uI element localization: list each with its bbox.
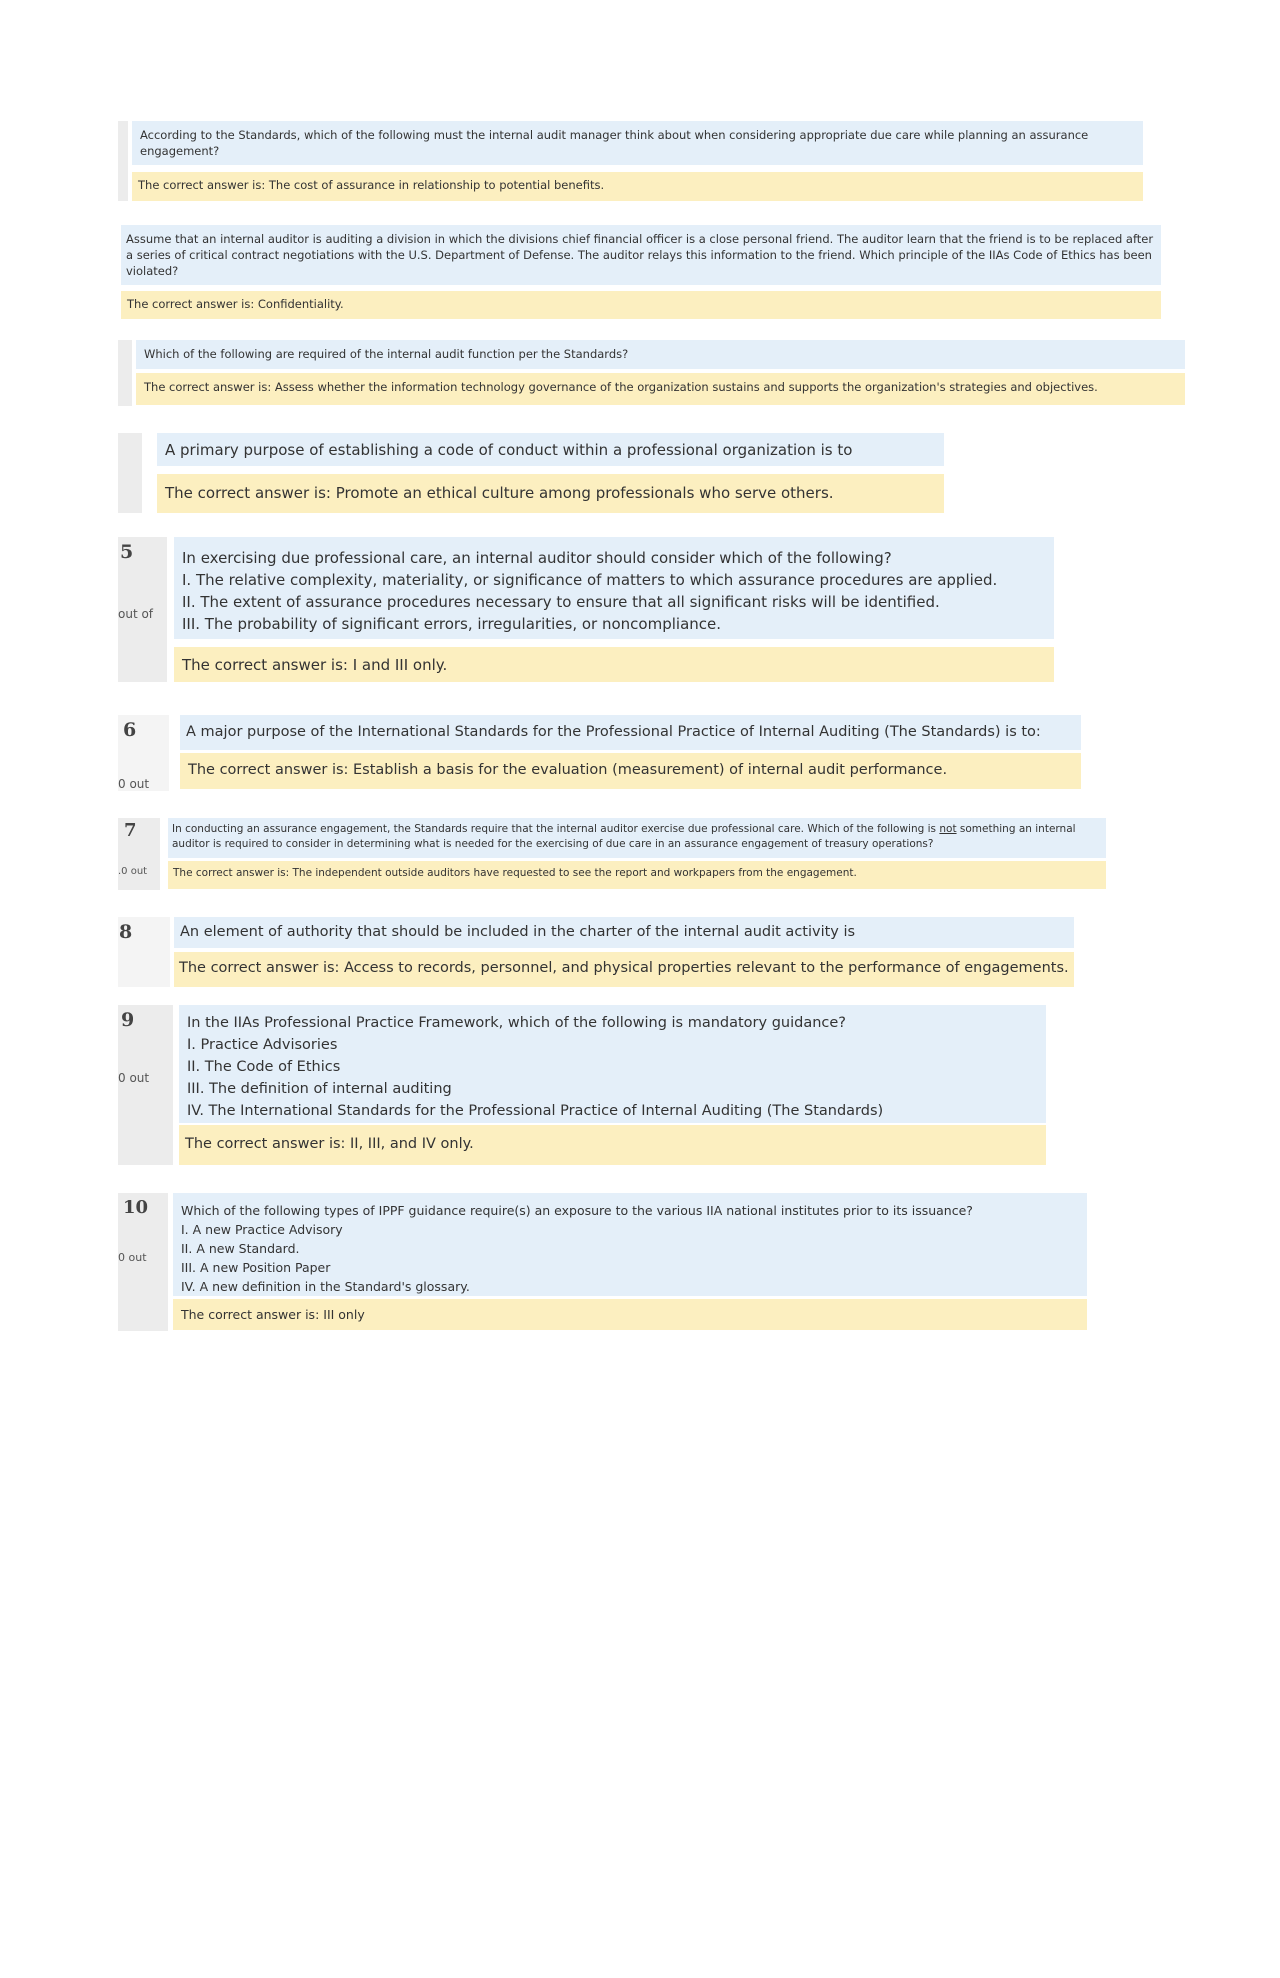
question-text: In the IIAs Professional Practice Framework, which of the following is mandatory guidance? I. Practice Advisories II. The Code of Ethics III. The definition of internal auditing IV. The International Standards for the Professional Practice of Internal Auditing (The Standards) xyxy=(179,1005,1046,1123)
question-info-sidebar xyxy=(118,1193,168,1331)
correct-answer: The correct answer is: The independent outside auditors have requested to see the report and workpapers from the engagement. xyxy=(168,861,1106,889)
question-number: 7 xyxy=(124,820,137,841)
correct-answer: The correct answer is: The cost of assurance in relationship to potential benefits. xyxy=(132,172,1143,201)
question-block-9 xyxy=(118,1005,1046,1165)
question-text: An element of authority that should be included in the charter of the internal audit activity is xyxy=(174,917,1074,948)
question-block-5 xyxy=(118,537,1054,682)
correct-answer: The correct answer is: Confidentiality. xyxy=(121,291,1161,319)
question-block-7 xyxy=(118,818,1106,890)
question-block-3 xyxy=(118,340,1185,406)
question-mark: 0 out xyxy=(118,1251,147,1264)
correct-answer: The correct answer is: I and III only. xyxy=(174,647,1054,682)
question-info-sidebar xyxy=(118,537,167,682)
correct-answer: The correct answer is: III only xyxy=(173,1299,1087,1330)
question-number: 6 xyxy=(123,719,137,741)
question-text: A primary purpose of establishing a code of conduct within a professional organization is to xyxy=(157,433,944,466)
question-text: In exercising due professional care, an internal auditor should consider which of the following? I. The relative complexity, materiality, or significance of matters to which assurance procedures are applied. II. The extent of assurance procedures necessary to ensure that all significant risks will be identified. III. The probability of significant errors, irregularities, or noncompliance. xyxy=(174,537,1054,639)
question-block-10 xyxy=(118,1193,1087,1331)
question-mark: 0 out xyxy=(118,777,150,791)
correct-answer: The correct answer is: II, III, and IV only. xyxy=(179,1125,1046,1165)
underlined-word: not xyxy=(939,823,957,835)
question-mark: out of xyxy=(118,607,154,621)
question-block-1 xyxy=(118,121,1143,201)
question-mark: 0 out xyxy=(118,1071,150,1085)
question-info-sidebar xyxy=(118,340,132,406)
correct-answer: The correct answer is: Establish a basis for the evaluation (measurement) of internal audit performance. xyxy=(180,753,1081,789)
correct-answer: The correct answer is: Promote an ethical culture among professionals who serve others. xyxy=(157,474,944,513)
question-info-sidebar xyxy=(118,818,160,890)
question-text: Which of the following are required of the internal audit function per the Standards? xyxy=(136,340,1185,369)
question-block-8 xyxy=(118,917,1074,987)
question-number: 10 xyxy=(123,1197,149,1218)
question-mark: .0 out xyxy=(118,866,148,877)
question-block-4 xyxy=(118,433,944,513)
question-info-sidebar xyxy=(118,917,170,987)
question-info-sidebar xyxy=(118,121,128,201)
question-text: A major purpose of the International Standards for the Professional Practice of Internal Auditing (The Standards) is to: xyxy=(180,715,1081,750)
question-text: Which of the following types of IPPF guidance require(s) an exposure to the various IIA national institutes prior to its issuance? I. A new Practice Advisory II. A new Standard. III. A new Position Paper IV. A new definition in the Standard's glossary. xyxy=(173,1193,1087,1296)
question-info-sidebar xyxy=(118,715,169,791)
correct-answer: The correct answer is: Access to records, personnel, and physical properties relevant to the performance of engagements. xyxy=(174,952,1074,987)
question-number: 9 xyxy=(121,1009,135,1031)
question-info-sidebar xyxy=(118,1005,173,1165)
correct-answer: The correct answer is: Assess whether the information technology governance of the organization sustains and supports the organization's strategies and objectives. xyxy=(136,373,1185,405)
question-block-2 xyxy=(121,225,1161,320)
question-number: 5 xyxy=(120,541,134,563)
question-block-6 xyxy=(118,715,1081,791)
question-text: According to the Standards, which of the following must the internal audit manager think about when considering appropriate due care while planning an assurance engagement? xyxy=(132,121,1143,165)
question-text: Assume that an internal auditor is auditing a division in which the divisions chief financial officer is a close personal friend. The auditor learn that the friend is to be replaced after a series of critical contract negotiations with the U.S. Department of Defense. The auditor relays this information to the friend. Which principle of the IIAs Code of Ethics has been violated? xyxy=(121,225,1161,285)
question-number: 8 xyxy=(119,921,133,943)
question-text: In conducting an assurance engagement, the Standards require that the internal auditor exercise due professional care. Which of the following is not something an internal auditor is required to consider in determining what is needed for the exercising of due care in an assurance engagement of treasury operations? xyxy=(168,818,1106,858)
question-info-sidebar xyxy=(118,433,142,513)
